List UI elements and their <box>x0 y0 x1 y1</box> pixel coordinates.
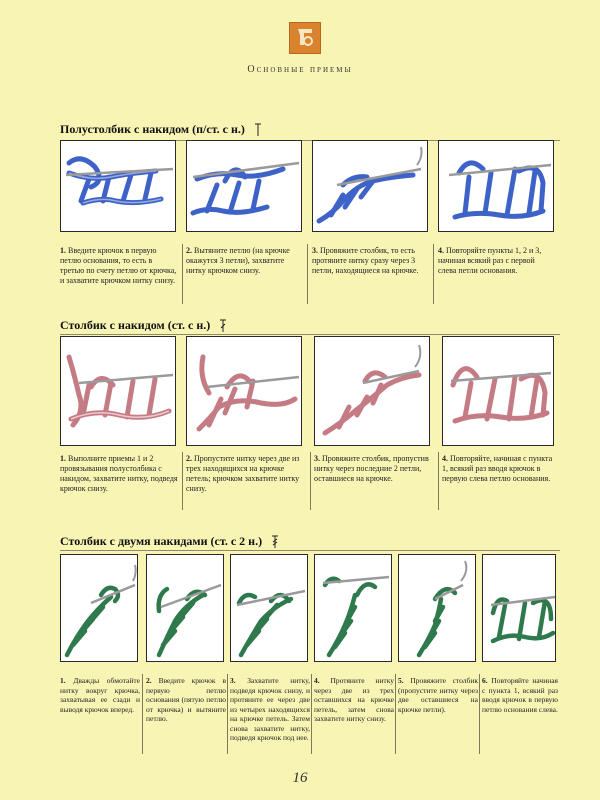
step-text: Пропустите нитку через две из трех находящихся на крючке петель; крючком захватите нитку снизу. <box>186 454 300 493</box>
step-illustration-1 <box>60 554 138 662</box>
step-caption <box>398 676 478 714</box>
step-number: 3. <box>314 454 320 463</box>
step-number: 2. <box>146 676 152 685</box>
caption-divider <box>438 452 439 510</box>
section-title-treble-crochet <box>60 534 279 549</box>
step-caption <box>186 246 302 276</box>
step-illustration-4 <box>314 554 392 662</box>
step-number: 4. <box>314 676 320 685</box>
section-title-half-double-crochet <box>60 122 262 137</box>
step-illustration-2 <box>186 336 302 446</box>
section-title-text: Столбик с двумя накидами (ст. с 2 н.) <box>60 534 263 548</box>
section-divider <box>60 550 560 551</box>
step-number: 3. <box>230 676 236 685</box>
step-caption <box>146 676 226 724</box>
step-text: Вытяните петлю (на крючке окажутся 3 петли), захватите нитку крючком снизу. <box>186 246 290 275</box>
step-illustration-4 <box>442 336 554 446</box>
step-text: Введите крючок в первую петлю основания, то есть в третью по счету петлю от крючка, и захватите крючком нитку снизу. <box>60 246 177 285</box>
step-text: Провяжите столбик (пропустите нитку через две оставшиеся на крючке петли). <box>398 676 478 714</box>
step-text: Повторяйте, начиная с пункта 1, всякий раз вводя крючок в первую слева петлю основания. <box>442 454 553 483</box>
treble-crochet-symbol-icon <box>271 535 279 549</box>
step-illustration-6 <box>482 554 556 662</box>
caption-divider <box>182 244 183 304</box>
double-crochet-symbol-icon <box>219 319 227 333</box>
step-illustration-2 <box>146 554 224 662</box>
step-illustration-3 <box>314 336 430 446</box>
half-double-crochet-symbol-icon <box>254 123 262 137</box>
step-caption <box>312 246 428 276</box>
caption-divider <box>310 452 311 510</box>
step-number: 4. <box>438 246 444 255</box>
page-number: 16 <box>292 770 308 786</box>
step-text: Повторяйте начиная с пункта 1, всякий раз вводя крючок в первую петлю основания слева. <box>482 676 559 714</box>
step-number: 2. <box>186 454 192 463</box>
step-illustration-3 <box>230 554 308 662</box>
step-number: 1. <box>60 676 66 685</box>
step-number: 2. <box>186 246 192 255</box>
caption-divider <box>433 244 434 304</box>
caption-divider <box>395 674 396 754</box>
step-number: 5. <box>398 676 404 685</box>
step-text: Протяните нитку через две из трех оставшихся на крючке петель, затем снова захватите нитку снизу. <box>314 676 394 723</box>
step-illustration-4 <box>438 140 554 232</box>
step-caption <box>482 676 558 714</box>
caption-divider <box>182 452 183 510</box>
step-illustration-1 <box>60 140 176 232</box>
step-caption <box>60 246 178 286</box>
section-title-text: Полустолбик с накидом (п/ст. с н.) <box>60 122 245 136</box>
step-caption <box>60 676 140 714</box>
caption-divider <box>307 244 308 304</box>
book-logo <box>289 22 321 54</box>
step-text: Захватите нитку, подведя крючок снизу, и протяните ее через две из четырех находящихся на крючке петель. Затем снова захватите нитку, подведя крючок под нее. <box>230 676 310 742</box>
step-caption <box>442 454 556 484</box>
step-caption <box>314 676 394 724</box>
caption-divider <box>227 674 228 754</box>
step-text: Выполните приемы 1 и 2 провязывания полустолбика с накидом, захватите нитку, подведя крючок снизу. <box>60 454 178 493</box>
step-caption <box>314 454 434 484</box>
section-divider <box>60 334 560 335</box>
step-number: 3. <box>312 246 318 255</box>
step-caption <box>60 454 178 494</box>
step-illustration-5 <box>398 554 476 662</box>
step-illustration-2 <box>186 140 302 232</box>
step-text: Повторяйте пункты 1, 2 и 3, начиная всякий раз с первой слева петли основания. <box>438 246 542 275</box>
step-text: Введите крючок в первую петлю основания (пятую петлю от крючка) и вытяните петлю. <box>146 676 227 723</box>
step-number: 4. <box>442 454 448 463</box>
step-text: Дважды обмотайте нитку вокруг крючка, захватывая ее сзади и выводя крючок вперед. <box>60 676 140 714</box>
section-title-double-crochet <box>60 318 227 333</box>
caption-divider <box>479 674 480 754</box>
caption-divider <box>142 674 143 754</box>
step-number: 1. <box>60 246 66 255</box>
step-number: 1. <box>60 454 66 463</box>
step-caption <box>438 246 554 276</box>
step-caption <box>186 454 306 494</box>
section-title-text: Столбик с накидом (ст. с н.) <box>60 318 211 332</box>
step-caption <box>230 676 310 743</box>
running-header: Основные приемы <box>247 64 353 75</box>
step-text: Провяжите столбик, пропустив нитку через последние 2 петли, оставшиеся на крючке. <box>314 454 429 483</box>
step-text: Провяжите столбик, то есть протяните нитку сразу через 3 петли, находящиеся на крючке. <box>312 246 419 275</box>
step-illustration-3 <box>312 140 428 232</box>
caption-divider <box>311 674 312 754</box>
step-number: 6. <box>482 676 488 685</box>
step-illustration-1 <box>60 336 176 446</box>
